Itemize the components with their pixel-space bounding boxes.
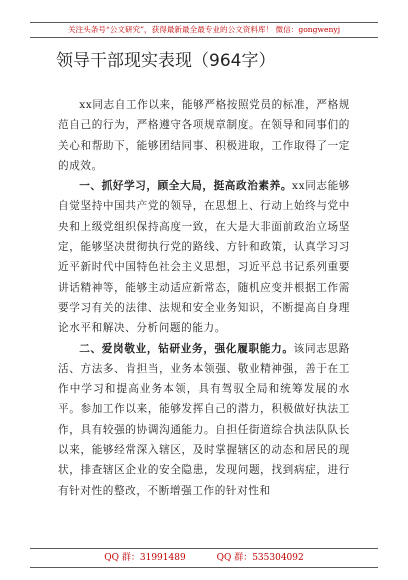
- footer-qq-group-1: QQ 群：31991489: [104, 553, 186, 563]
- document-body: [58, 95, 350, 501]
- footer-bar: [30, 548, 378, 568]
- section-1-body: xx同志能够自觉坚持中国共产党的领导，在思想上、行动上始终与党中央和上级党组织保持高度一致，在大是大非面前政治立场坚定，能够坚决贯彻执行党的路线、方针和政策，认真学习习近平新时代中国特色社会主义思想，习近平总书记系列重要讲话精神等，能够主动适应新常态，随机应变并根据工作需要学习有关的法律、法规和安全业务知识，不断提高自身理论水平和解决、分析问题的能力。: [58, 180, 350, 335]
- header-banner: 关注头条号“公文研究”，获得最新最全最专业的公文资料库！ 微信：gongwenyj: [30, 22, 378, 38]
- section-2-paragraph: [58, 339, 350, 501]
- section-2-heading: 二、爱岗敬业，钻研业务，强化履职能力。: [79, 342, 294, 355]
- footer-qq-group-2: QQ 群：535304092: [216, 553, 304, 563]
- section-1-paragraph: [58, 176, 350, 338]
- section-2-body: 该同志思路活、方法多、肯担当，业务本领强、敬业精神强，善于在工作中学习和提高业务本领，具有驾驭全局和统筹发展的水平。参加工作以来，能够发挥自己的潜力，积极做好执法工作，具有较强的协调沟通能力。自担任街道综合执法队队长以来，能够经常深入辖区，及时掌握辖区的动态和居民的现状，排查辖区企业的安全隐患，发现问题，找到病症，进行有针对性的整改，不断增强工作的针对性和: [58, 342, 350, 497]
- intro-paragraph: xx同志自工作以来，能够严格按照党员的标准，严格规范自己的行为，严格遵守各项规章制度。在领导和同事们的关心和帮助下，能够团结同事、积极进取，工作取得了一定的成效。: [58, 99, 350, 172]
- document-title: 领导干部现实表现（964字）: [56, 51, 276, 71]
- section-1-heading: 一、抓好学习，顾全大局，挺高政治素养。: [79, 180, 293, 193]
